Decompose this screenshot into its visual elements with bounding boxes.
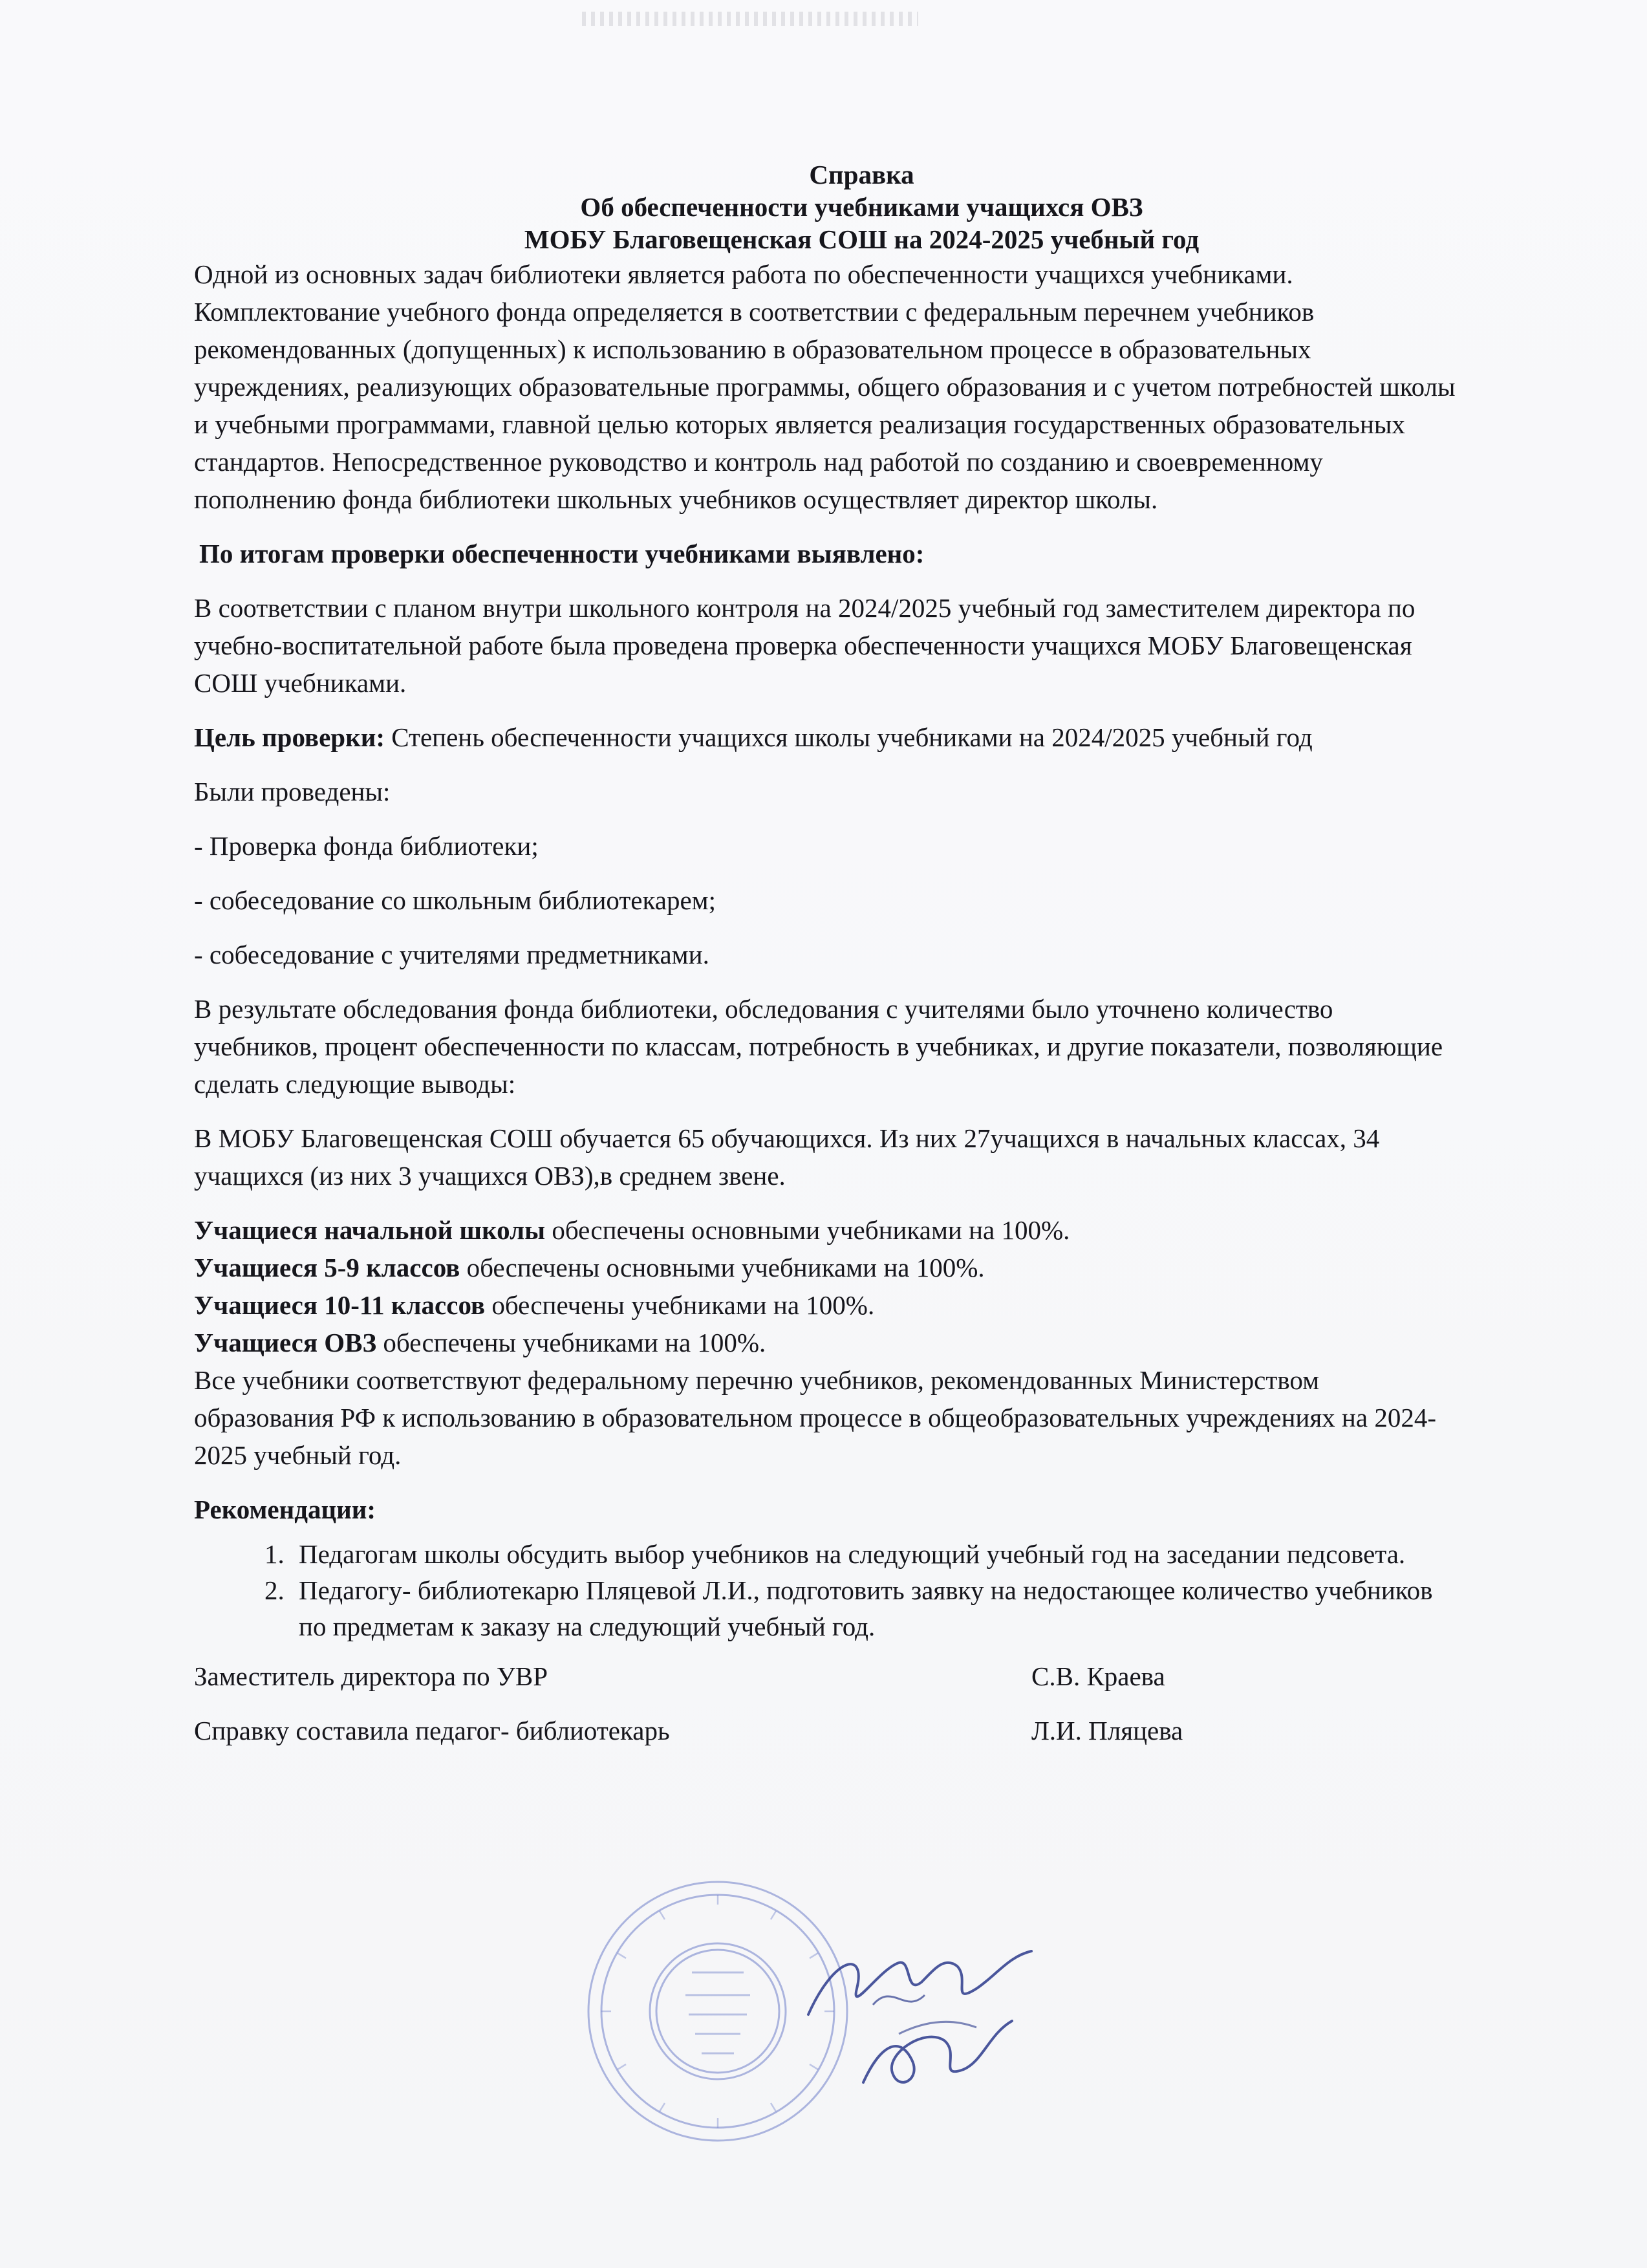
signature-row-deputy: [194, 1658, 1461, 1695]
plan-paragraph: В соответствии с планом внутри школьного контроля на 2024/2025 учебный год заместителем директора по учебно-воспитательной работе была проведена проверка обеспеченности учащихся МОБУ Благовещенская СОШ учебниками.: [194, 593, 1416, 698]
document-title: Справка: [809, 160, 914, 189]
goal-text: Степень обеспеченности учащихся школы учебниками на 2024/2025 учебный год: [384, 722, 1313, 752]
findings-heading: По итогам проверки обеспеченности учебниками выявлено:: [199, 539, 925, 568]
document-heading: [262, 158, 1461, 255]
recommendations-list: [194, 1536, 1461, 1645]
signature-role: Заместитель директора по УВР: [194, 1661, 548, 1691]
recommendation-item: 2. Педагогу- библиотекарю Пляцевой Л.И., подготовить заявку на недостающее количество учебников по предметам к заказу на следующий учебный год.: [291, 1572, 1461, 1645]
document-subtitle-1: Об обеспеченности учебниками учащихся ОВЗ: [580, 192, 1143, 222]
check-item: - Проверка фонда библиотеки;: [194, 831, 539, 861]
document-content: [194, 158, 1461, 1749]
provision-item: Учащиеся 10-11 классов обеспечены учебниками на 100%.: [194, 1290, 875, 1320]
signature-librarian-icon: [854, 2008, 1022, 2105]
goal-label: Цель проверки:: [194, 722, 385, 752]
recommendation-item: 1. Педагогам школы обсудить выбор учебников на следующий учебный год на заседании педсовета.: [291, 1536, 1461, 1572]
check-item: - собеседование со школьным библиотекарем;: [194, 885, 716, 915]
provision-item: Учащиеся ОВЗ обеспечены учебниками на 100%.: [194, 1328, 766, 1357]
signature-name: С.В. Краева: [1031, 1661, 1165, 1691]
compliance-paragraph: Все учебники соответствуют федеральному перечню учебников, рекомендованных Министерством образования РФ к использованию в образовательном процессе в общеобразовательных учреждениях на 2024-2025 учебный год.: [194, 1365, 1436, 1470]
signature-name: Л.И. Пляцева: [1031, 1716, 1183, 1745]
signature-role: Справку составила педагог- библиотекарь: [194, 1716, 670, 1745]
scan-artifact: [582, 12, 918, 26]
students-paragraph: В МОБУ Благовещенская СОШ обучается 65 обучающихся. Из них 27учащихся в начальных классах, 34 учащихся (из них 3 учащихся ОВЗ),в среднем звене.: [194, 1123, 1380, 1191]
document-subtitle-2: МОБУ Благовещенская СОШ на 2024-2025 учебный год: [524, 224, 1200, 254]
provision-list: [194, 1211, 1461, 1474]
recommendations-heading: Рекомендации:: [194, 1495, 376, 1524]
provision-item: Учащиеся начальной школы обеспечены основными учебниками на 100%.: [194, 1215, 1070, 1245]
check-item: - собеседование с учителями предметниками.: [194, 940, 709, 969]
signature-row-librarian: [194, 1712, 1461, 1749]
intro-paragraph: Одной из основных задач библиотеки является работа по обеспеченности учащихся учебниками. Комплектование учебного фонда определяется в соответствии с федеральным перечнем учебников рекомендованных (допущенных) к использованию в образовательном процессе в образовательных учреждениях, реализующих образовательные программы, общего образования и с учетом потребностей школы и учебными программами, главной целью которых является реализация государственных образовательных стандартов. Непосредственное руководство и контроль над работой по созданию и своевременному пополнению фонда библиотеки школьных учебников осуществляет директор школы.: [194, 259, 1456, 514]
conducted-label: Были проведены:: [194, 777, 391, 806]
goal-paragraph: [194, 718, 1461, 756]
result-paragraph: В результате обследования фонда библиотеки, обследования с учителями было уточнено количество учебников, процент обеспеченности по классам, потребность в учебниках, и другие показатели, позволяющие сделать следующие выводы:: [194, 994, 1443, 1099]
provision-item: Учащиеся 5-9 классов обеспечены основными учебниками на 100%.: [194, 1253, 985, 1282]
